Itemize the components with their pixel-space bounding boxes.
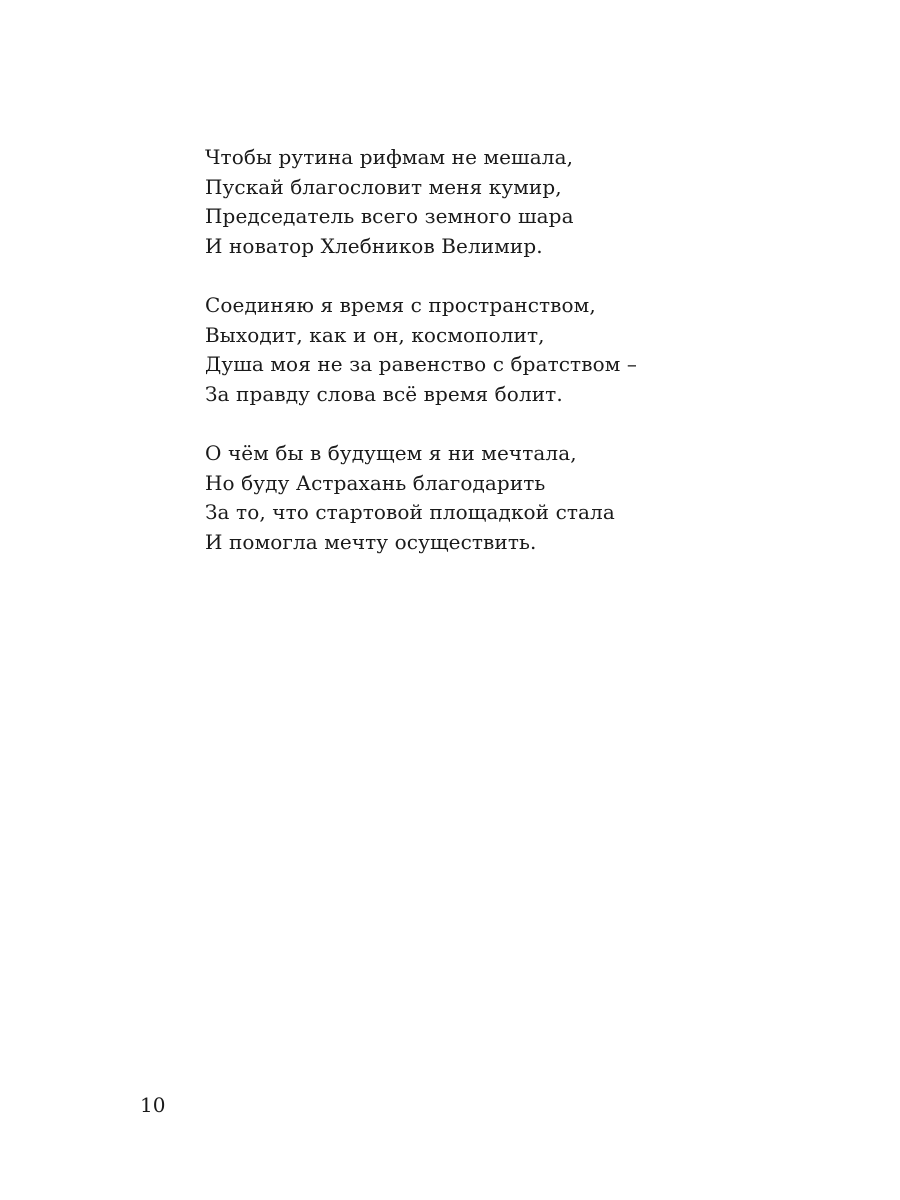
- poem-line: И новатор Хлебников Велимир.: [205, 233, 543, 258]
- poem-line: Чтобы рутина рифмам не мешала,: [205, 145, 574, 169]
- stanza-1: [205, 143, 845, 261]
- poem-line: И помогла мечту осуществить.: [205, 529, 537, 554]
- poem-line: Выходит, как и он, космополит,: [205, 322, 545, 347]
- poem-line: О чём бы в будущем я ни мечтала,: [205, 441, 577, 465]
- poem-line: Соединяю я время с пространством,: [205, 293, 596, 317]
- poem-line: Но буду Астрахань благодарить: [205, 470, 546, 495]
- poem: [205, 143, 845, 587]
- stanza-2: [205, 291, 845, 409]
- poem-line: Пускай благословит меня кумир,: [205, 174, 562, 199]
- poem-line: Душа моя не за равенство с братством –: [205, 352, 637, 376]
- page-number: 10: [140, 1093, 166, 1117]
- poem-line: За то, что стартовой площадкой стала: [205, 500, 615, 524]
- poem-line: За правду слова всё время болит.: [205, 381, 563, 406]
- poem-line: Председатель всего земного шара: [205, 204, 574, 228]
- stanza-3: [205, 439, 845, 557]
